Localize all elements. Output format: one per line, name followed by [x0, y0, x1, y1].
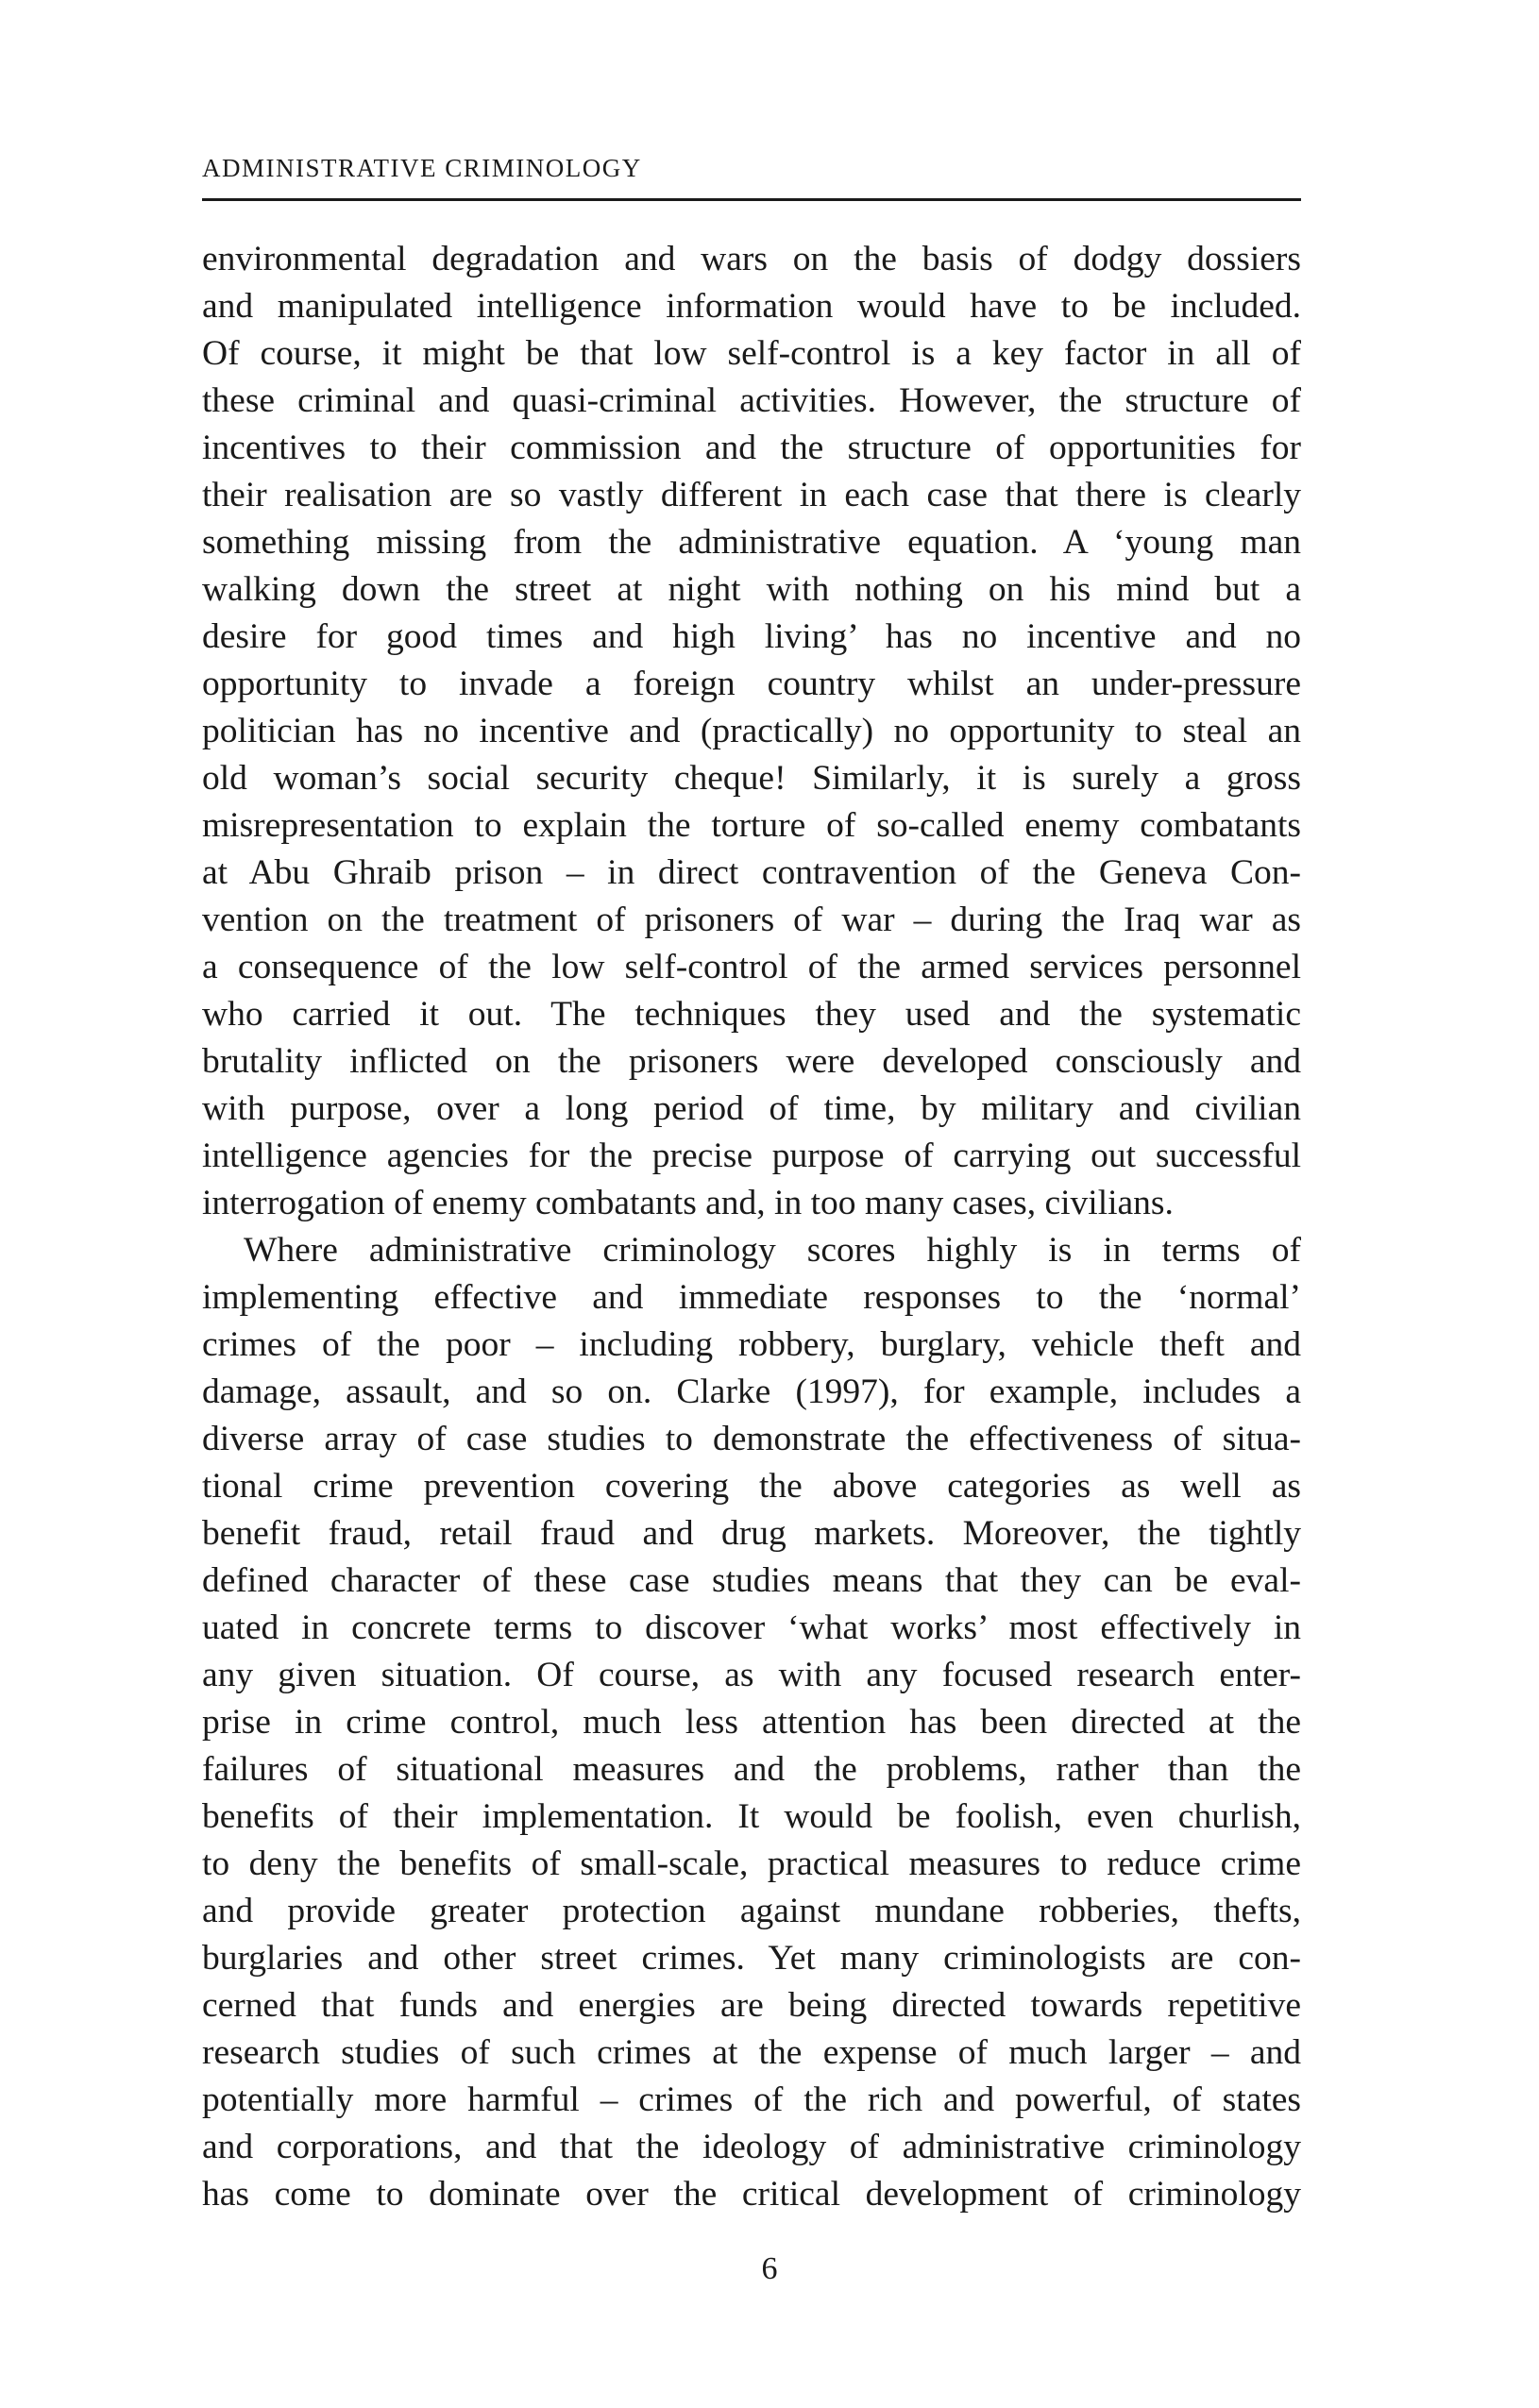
text-line: their realisation are so vastly different in each case that there is clearly [202, 476, 1301, 514]
text-line: prise in crime control, much less attention has been directed at the [202, 1703, 1301, 1742]
text-line: old woman’s social security cheque! Similarly, it is surely a gross [202, 759, 1301, 798]
text-line: and manipulated intelligence information would have to be included. [202, 287, 1301, 326]
text-line: intelligence agencies for the precise purpose of carrying out successful [202, 1137, 1301, 1175]
text-line: brutality inflicted on the prisoners were developed consciously and [202, 1042, 1301, 1081]
text-line: crimes of the poor – including robbery, burglary, vehicle theft and [202, 1325, 1301, 1364]
text-line: a consequence of the low self-control of the armed services personnel [202, 948, 1301, 986]
text-line: damage, assault, and so on. Clarke (1997), for example, includes a [202, 1372, 1301, 1411]
text-line: vention on the treatment of prisoners of war – during the Iraq war as [202, 901, 1301, 939]
text-line: politician has no incentive and (practically) no opportunity to steal an [202, 712, 1301, 750]
text-line: Where administrative criminology scores highly is in terms of [244, 1231, 1301, 1270]
header-rule [202, 198, 1301, 201]
text-line: uated in concrete terms to discover ‘what works’ most effectively in [202, 1608, 1301, 1647]
text-line: these criminal and quasi-criminal activities. However, the structure of [202, 381, 1301, 420]
paragraph-1 [202, 236, 1301, 1227]
text-line: implementing effective and immediate responses to the ‘normal’ [202, 1278, 1301, 1317]
text-line: benefits of their implementation. It would be foolish, even churlish, [202, 1797, 1301, 1836]
text-line: who carried it out. The techniques they used and the systematic [202, 995, 1301, 1034]
running-head: ADMINISTRATIVE CRIMINOLOGY [202, 154, 642, 182]
text-line: defined character of these case studies means that they can be eval- [202, 1561, 1301, 1600]
text-line: potentially more harmful – crimes of the rich and powerful, of states [202, 2080, 1301, 2119]
text-line: incentives to their commission and the structure of opportunities for [202, 429, 1301, 467]
text-line: research studies of such crimes at the expense of much larger – and [202, 2033, 1301, 2072]
text-line: and corporations, and that the ideology of administrative criminology [202, 2128, 1301, 2166]
text-line: burglaries and other street crimes. Yet many criminologists are con- [202, 1939, 1301, 1978]
text-line: diverse array of case studies to demonstrate the effectiveness of situa- [202, 1420, 1301, 1458]
text-line: and provide greater protection against mundane robberies, thefts, [202, 1892, 1301, 1930]
text-line: Of course, it might be that low self-control is a key factor in all of [202, 334, 1301, 373]
text-line: desire for good times and high living’ has no incentive and no [202, 617, 1301, 656]
text-line: any given situation. Of course, as with any focused research enter- [202, 1656, 1301, 1694]
body-text [202, 236, 1301, 2218]
text-line: failures of situational measures and the problems, rather than the [202, 1750, 1301, 1789]
text-line: interrogation of enemy combatants and, in too many cases, civilians. [202, 1184, 1174, 1222]
text-line: to deny the benefits of small-scale, practical measures to reduce crime [202, 1844, 1301, 1883]
paragraph-2 [202, 1227, 1301, 2218]
text-line: misrepresentation to explain the torture of so-called enemy combatants [202, 806, 1301, 845]
page-number: 6 [761, 2251, 778, 2286]
text-line: tional crime prevention covering the above categories as well as [202, 1467, 1301, 1506]
text-line: at Abu Ghraib prison – in direct contravention of the Geneva Con- [202, 853, 1301, 892]
text-line: environmental degradation and wars on the basis of dodgy dossiers [202, 240, 1301, 278]
text-line: cerned that funds and energies are being directed towards repetitive [202, 1986, 1301, 2025]
text-line: walking down the street at night with nothing on his mind but a [202, 570, 1301, 609]
text-line: has come to dominate over the critical development of criminology [202, 2175, 1301, 2214]
text-line: benefit fraud, retail fraud and drug markets. Moreover, the tightly [202, 1514, 1301, 1553]
text-line: something missing from the administrative equation. A ‘young man [202, 523, 1301, 562]
text-line: with purpose, over a long period of time, by military and civilian [202, 1089, 1301, 1128]
text-line: opportunity to invade a foreign country whilst an under-pressure [202, 665, 1301, 703]
